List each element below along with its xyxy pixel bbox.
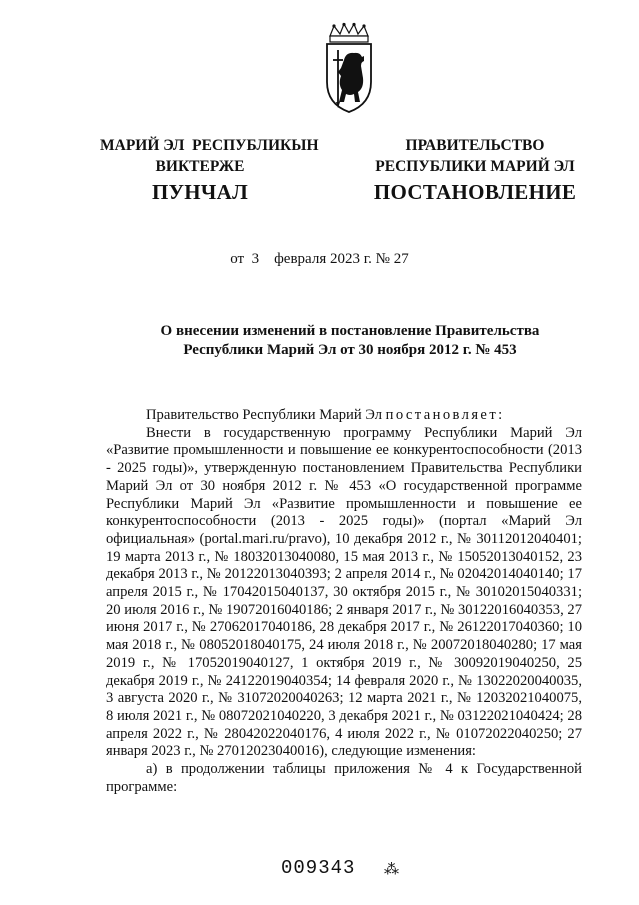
title-line2: Республики Марий Эл от 30 ноября 2012 г. № 453	[183, 342, 517, 358]
decree-paragraph	[106, 407, 582, 425]
header-right-line1: ПРАВИТЕЛЬСТВО	[405, 137, 545, 154]
header-right-doc-type: ПОСТАНОВЛЕНИЕ	[373, 180, 577, 204]
header-russian-block	[360, 135, 590, 203]
header-left-line1: МАРИЙ ЭЛ РЕСПУБЛИКЫН	[100, 137, 319, 154]
item-a-paragraph: а) в продолжении таблицы приложения № 4 к Государственной программе:	[106, 761, 582, 795]
header-left-line2: ВИКТЕРЖЕ	[155, 158, 245, 175]
serial-number: 009343	[281, 857, 356, 879]
stamp-mark-icon: ⁂	[384, 862, 399, 878]
decree-verb: постановляет:	[385, 407, 505, 423]
coat-of-arms-icon	[324, 22, 374, 114]
document-title	[120, 322, 580, 360]
document-date-number: от 3 февраля 2023 г. № 27	[230, 251, 409, 267]
title-line1: О внесении изменений в постановление Правительства	[160, 323, 540, 339]
main-paragraph: Внести в государственную программу Республики Марий Эл «Развитие промышленности и повышение ее конкурентоспособности (2013 - 2025 годы)», утвержденную постановлением Правительства Республики Марий Эл от 30 ноября 2012 г. № 453 «О государственной программе Республики Марий Эл «Развитие промышленности и повышение ее конкурентоспособности (2013 - 2025 годы)» (портал «Марий Эл официальная» (portal.mari.ru/pravo), 10 декабря 2012 г., № 30112012040401; 19 марта 2013 г., № 18032013040080, 15 мая 2013 г., № 15052013040152, 23 декабря 2013 г., № 20122013040393; 2 апреля 2014 г., № 02042014040140; 17 апреля 2015 г., № 17042015040137, 30 октября 2015 г., № 30102015040331; 20 июля 2016 г., № 19072016040186; 2 января 2017 г., № 30122016040353, 27 июня 2017 г., № 27062017040186, 28 декабря 2017 г., № 26122017040360; 10 мая 2018 г., № 08052018040175, 24 июля 2018 г., № 20072018040280; 17 мая 2019 г., № 17052019040127, 1 октября 2019 г., № 30092019040250, 25 декабря 2019 г., № 24122019040354; 14 февраля 2020 г., № 13022020040035, 3 августа 2020 г., № 31072020040263; 12 марта 2021 г., № 12032021040075, 8 июля 2021 г., № 08072021040220, 3 декабря 2021 г., № 03122021040424; 28 апреля 2022 г., № 28042022040176, 4 июля 2022 г., № 01072022040250; 27 января 2023 г., № 27012023040016), следующие изменения:	[106, 424, 582, 760]
decree-subject: Правительство Республики Марий Эл	[146, 407, 386, 423]
header-left-doc-type: ПУНЧАЛ	[151, 180, 249, 204]
document-body	[106, 407, 582, 796]
header-mari-block	[100, 135, 319, 204]
header-right-line2: РЕСПУБЛИКИ МАРИЙ ЭЛ	[375, 158, 575, 175]
